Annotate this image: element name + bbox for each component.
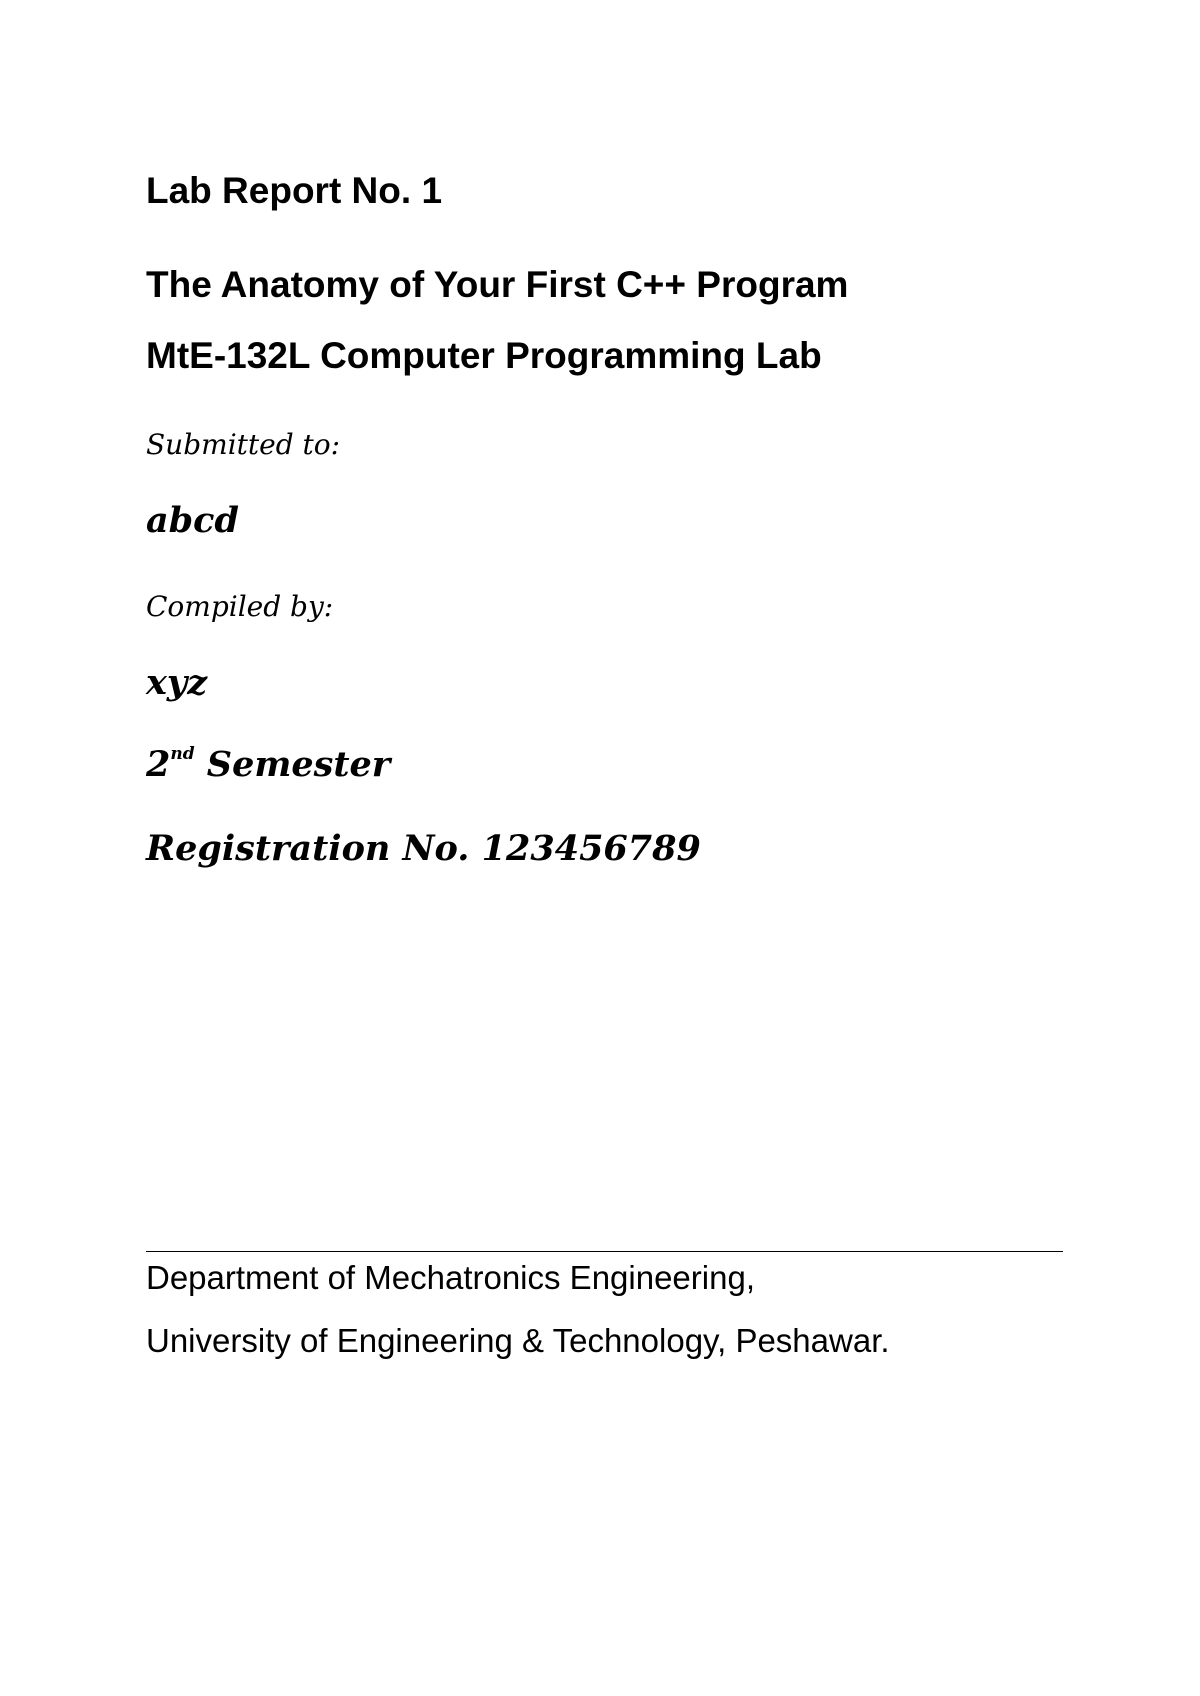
footer-university: University of Engineering & Technology, Peshawar. [146, 1322, 890, 1359]
semester-ordinal-suffix: nd [170, 744, 195, 764]
semester-number: 2 [146, 744, 171, 785]
compiled-by-label: Compiled by: [146, 590, 334, 623]
footer-department: Department of Mechatronics Engineering, [146, 1259, 755, 1296]
footer-divider [146, 1251, 1063, 1252]
semester [146, 744, 390, 785]
report-title: The Anatomy of Your First C++ Program [146, 264, 849, 305]
registration-number: 123456789 [481, 828, 701, 869]
compiled-by-name: xyz [146, 662, 208, 703]
semester-word: Semester [194, 744, 391, 785]
registration-label: Registration No. [146, 828, 482, 869]
submitted-to-name: abcd [146, 500, 239, 541]
report-number: Lab Report No. 1 [146, 170, 443, 211]
course-title: MtE-132L Computer Programming Lab [146, 335, 822, 376]
registration [146, 828, 701, 869]
submitted-to-label: Submitted to: [146, 428, 341, 461]
